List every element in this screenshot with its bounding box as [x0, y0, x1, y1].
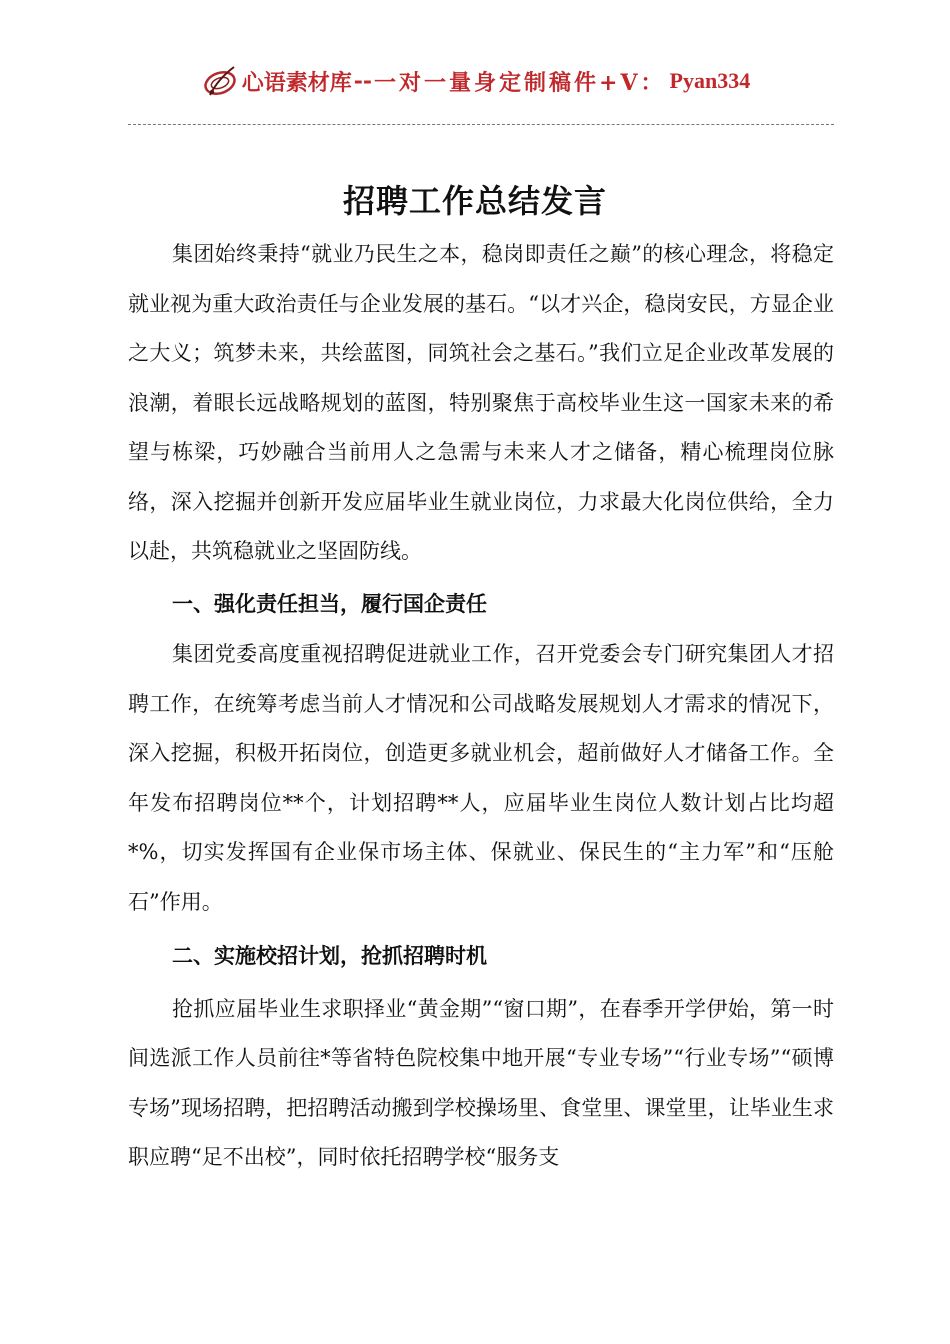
brand-separator: -- — [353, 68, 373, 94]
section-paragraph: 集团党委高度重视招聘促进就业工作，召开党委会专门研究集团人才招聘工作，在统筹考虑当前人才情况和公司战略发展规划人才需求的情况下，深入挖掘，积极开拓岗位，创造更多就业机会，超前做好人才储备工作。全年发布招聘岗位**个，计划招聘**人，应届毕业生岗位人数计划占比均超*%，切实发挥国有企业保市场主体、保就业、保民生的“主力军”和“压舱石”作用。 — [128, 642, 834, 914]
section-heading: 二、实施校招计划，抢抓招聘时机 — [172, 943, 487, 968]
document-body — [128, 230, 834, 1183]
section-paragraph: 抢抓应届毕业生求职择业“黄金期”“窗口期”，在春季开学伊始，第一时间选派工作人员前往*等省特色院校集中地开展“专业专场”“行业专场”“硕博专场”现场招聘，把招聘活动搬到学校操场里、食堂里、课堂里，让毕业生求职应聘“足不出校”，同时依托招聘学校“服务支 — [128, 996, 834, 1169]
section-heading: 一、强化责任担当，履行国企责任 — [172, 590, 487, 616]
brand-tagline: 一对一量身定制稿件+V： — [374, 69, 666, 96]
page-header — [0, 56, 950, 106]
header-divider — [128, 124, 834, 125]
contact-id: Pyan334 — [669, 68, 751, 93]
brand-name: 心语素材库 — [241, 69, 352, 96]
intro-paragraph: 集团始终秉持“就业乃民生之本，稳岗即责任之巅”的核心理念，将稳定就业视为重大政治责任与企业发展的基石。“以才兴企，稳岗安民，方显企业之大义；筑梦未来，共绘蓝图，同筑社会之基石。”我们立足企业改革发展的浪潮，着眼长远战略规划的蓝图，特别聚焦于高校毕业生这一国家未来的希望与栋梁，巧妙融合当前用人之急需与未来人才之储备，精心梳理岗位脉络，深入挖掘并创新开发应届毕业生就业岗位，力求最大化岗位供给，全力以赴，共筑稳就业之坚固防线。 — [128, 242, 834, 563]
document-title: 招聘工作总结发言 — [342, 182, 607, 220]
quill-swirl-icon — [200, 61, 240, 101]
